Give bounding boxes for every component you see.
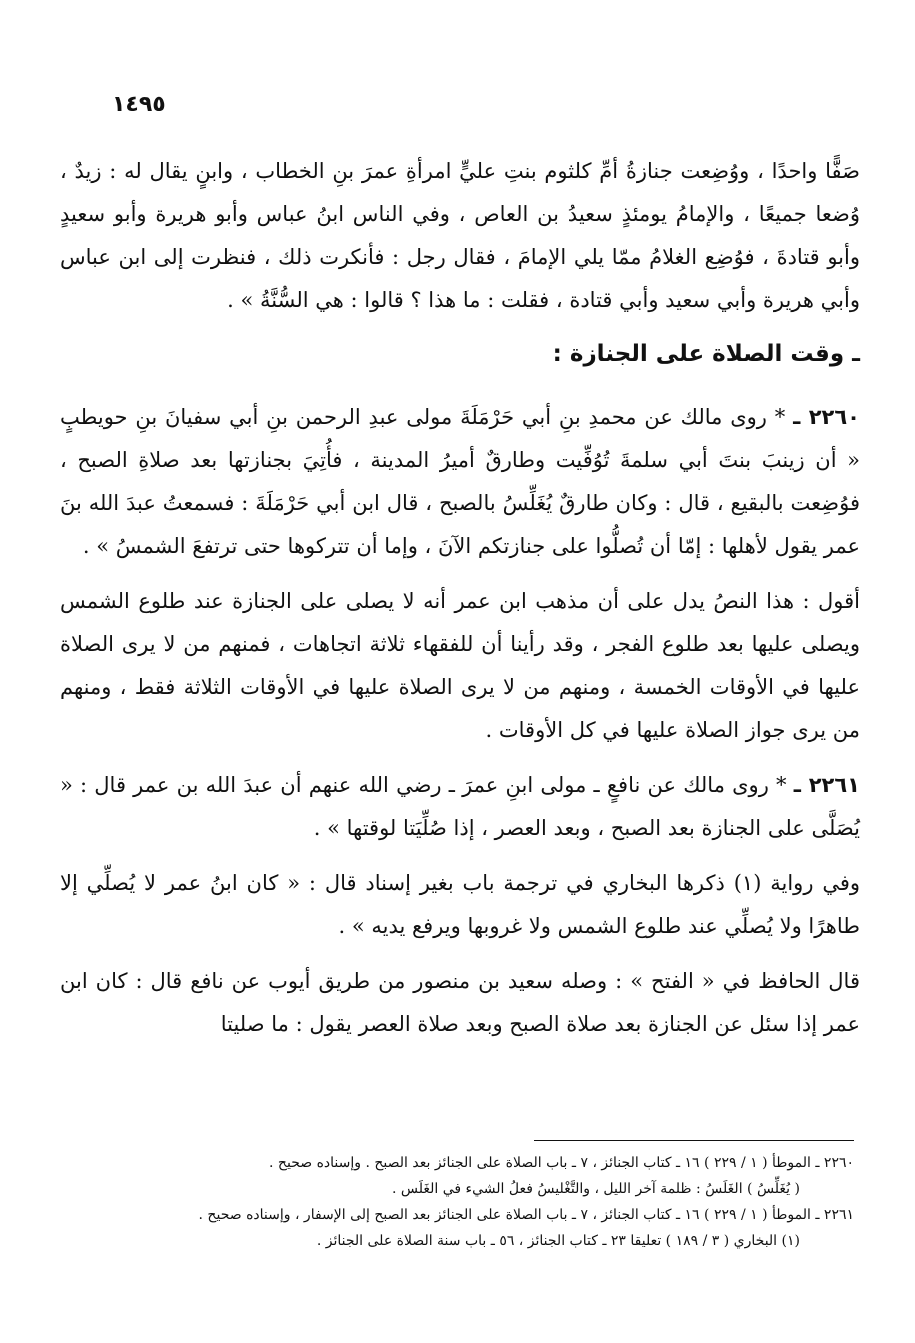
page-number: ١٤٩٥	[112, 92, 166, 117]
footnote-gloss: ( يُغَلِّسُ ) الغَلَسُ : ظلمة آخر الليل ، والتَّغْليسُ فعلُ الشيء في الغَلَس .	[391, 1181, 800, 1197]
footnote-bukhari: (١) البخاري ( ٣ / ١٨٩ ) تعليقا ٢٣ ـ كتاب الجنائز ، ٥٦ ـ باب سنة الصلاة على الجنائز .	[316, 1233, 800, 1249]
hadith-number-2261: ٢٢٦١ ـ	[793, 773, 860, 797]
hadith-2261-text: * روى مالك عن نافعٍ ـ مولى ابنِ عمرَ ـ رضي الله عنهم أن عبدَ الله بن عمر قال : « يُصَلَّى على الجنازة بعد الصبح ، وبعد العصر ، إذا صُلِّيَتا لوقتها » .	[60, 773, 860, 840]
paragraph-riwaya: وفي رواية (١) ذكرها البخاري في ترجمة باب بغير إسناد قال : « كان ابنُ عمر لا يُصلِّي إلا طاهرًا ولا يُصلِّي عند طلوع الشمس ولا غروبها ويرفع يديه » .	[60, 871, 861, 938]
paragraph-hafiz: قال الحافظ في « الفتح » : وصله سعيد بن منصور من طريق أيوب عن نافع قال : كان ابن عمر إذا سئل عن الجنازة بعد صلاة الصبح وبعد صلاة العصر يقول : ما صليتا	[60, 969, 860, 1036]
paragraph-intro: صَفًّا واحدًا ، ووُضِعت جنازةُ أمِّ كلثوم بنتِ عليٍّ امرأةِ عمرَ بنِ الخطاب ، وابنٍ يقال له : زيدٌ ، وُضعا جميعًا ، والإمامُ يومئذٍ سعيدُ بن العاص ، وفي الناس ابنُ عباس وأبو هريرة وأبو سعيدٍ وأبو قتادةَ ، فوُضِع الغلامُ ممّا يلي الإمامَ ، فقال رجل : فأنكرت ذلك ، فنظرت إلى ابن عباس وأبي هريرة وأبي سعيد وأبي قتادة ، فقلت : ما هذا ؟ قالوا : هي السُّنَّةُ » .	[60, 159, 860, 312]
hadith-2260-text: * روى مالك عن محمدِ بنِ أبي حَرْمَلَةَ مولى عبدِ الرحمن بنِ أبي سفيانَ بنِ حويطبٍ « أن زينبَ بنتَ أبي سلمةَ تُوُفِّيت وطارقٌ أميرُ المدينة ، فأُتِيَ بجنازتها بعد صلاةِ الصبح ، فوُضِعت بالبقيع ، قال : وكان طارقٌ يُغَلِّسُ بالصبح ، قال ابن أبي حَرْمَلَةَ : فسمعتُ عبدَ الله بنَ عمر يقول لأهلها : إمّا أن تُصلُّوا على جنازتكم الآنَ ، وإما أن تتركوها حتى ترتفعَ الشمسُ » .	[60, 405, 860, 558]
commentary-aqul: أقول : هذا النصُ يدل على أن مذهب ابن عمر أنه لا يصلى على الجنازة عند طلوع الشمس ويصلى عليها بعد طلوع الفجر ، وقد رأينا أن للفقهاء ثلاثة اتجاهات ، فمنهم من لا يرى الصلاة عليها في الأوقات الخمسة ، ومنهم من لا يرى الصلاة عليها في الأوقات الثلاثة فقط ، ومنهم من يرى جواز الصلاة عليها في كل الأوقات .	[60, 589, 860, 742]
footnotes	[64, 1150, 854, 1254]
hadith-2261	[60, 764, 860, 850]
hadith-2260	[60, 396, 860, 568]
hadith-number-2260: ٢٢٦٠ ـ	[793, 405, 860, 429]
section-heading: ـ وقت الصلاة على الجنازة :	[552, 341, 860, 367]
main-text	[60, 150, 860, 1058]
footnote-divider	[534, 1140, 854, 1141]
footnote-2261: ٢٢٦١ ـ الموطأ ( ١ / ٢٢٩ ) ١٦ ـ كتاب الجنائز ، ٧ ـ باب الصلاة على الجنائز بعد الصبح إلى الإسفار ، وإسناده صحيح .	[198, 1207, 854, 1223]
footnote-2260: ٢٢٦٠ ـ الموطأ ( ١ / ٢٢٩ ) ١٦ ـ كتاب الجنائز ، ٧ ـ باب الصلاة على الجنائز بعد الصبح . وإسناده صحيح .	[269, 1155, 854, 1171]
